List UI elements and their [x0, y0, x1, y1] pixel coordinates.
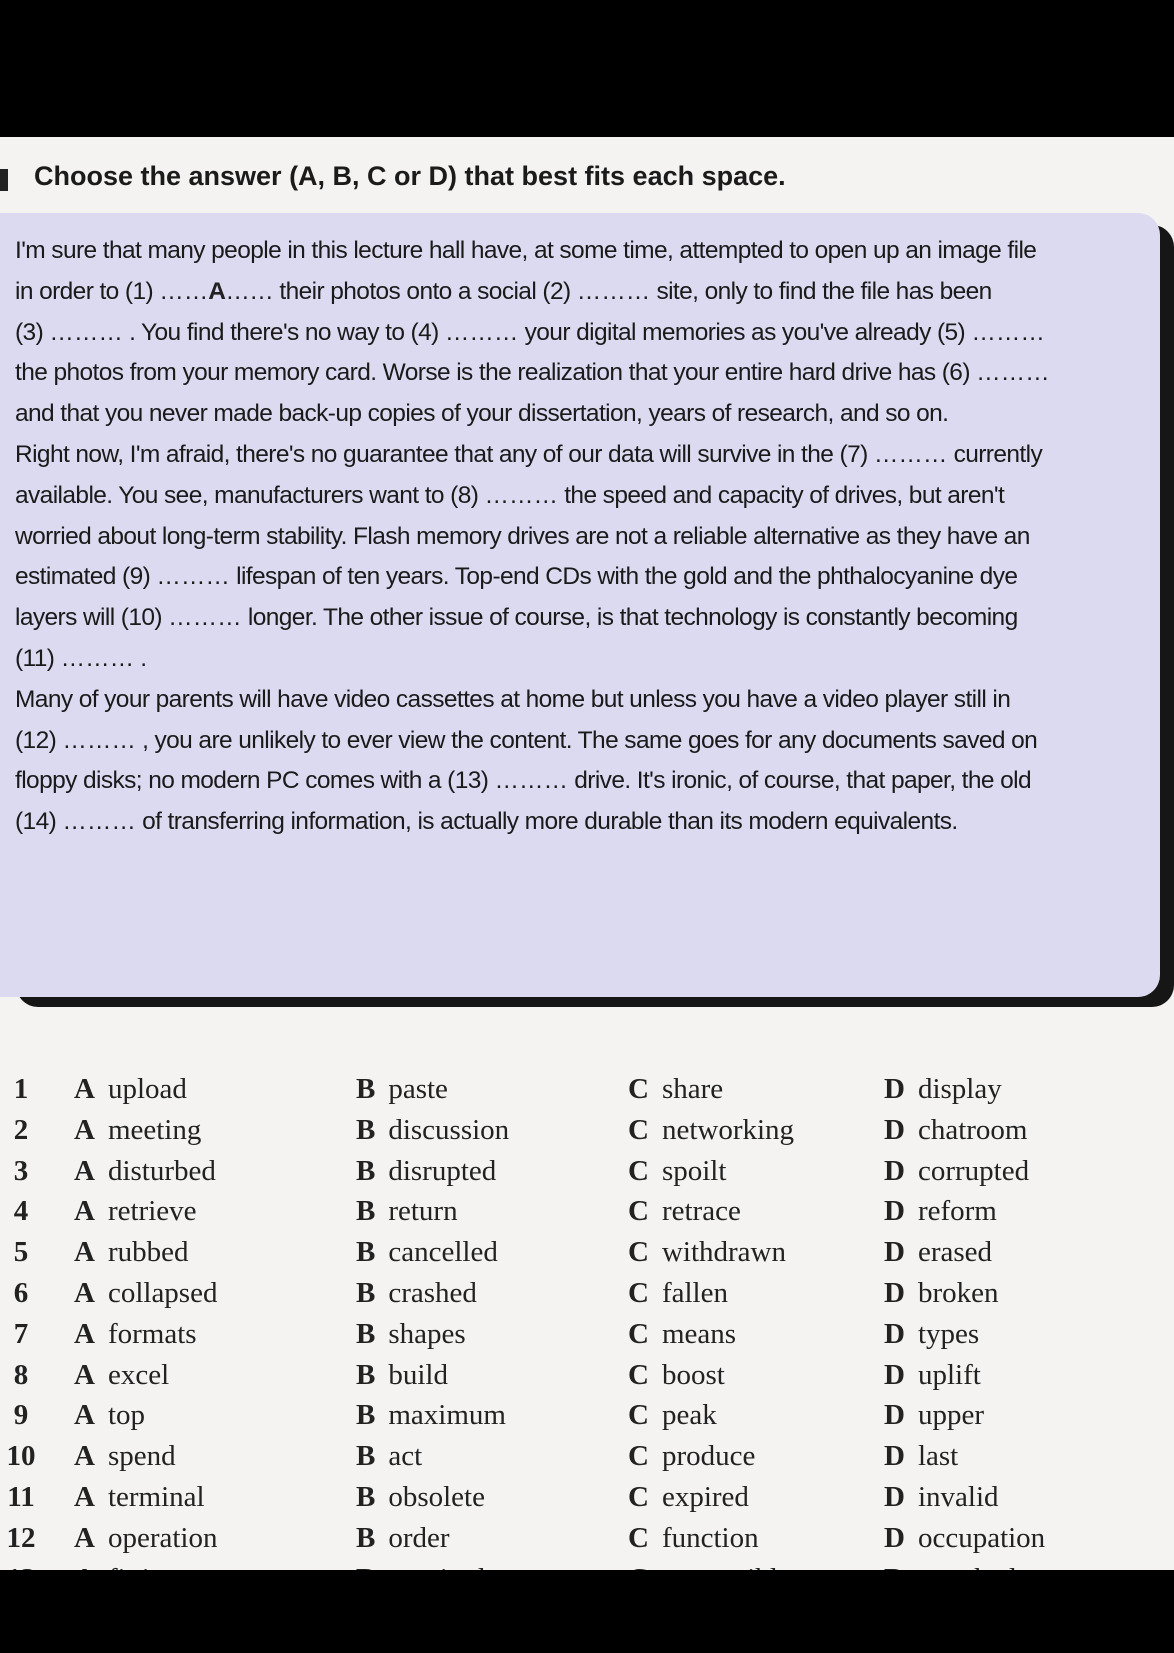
passage-line	[15, 557, 1155, 598]
answer-blank: ………	[62, 808, 136, 836]
question-number: 12	[6, 1521, 36, 1554]
answer-blank: ………	[444, 318, 519, 346]
option-letter: D	[884, 1521, 905, 1554]
worksheet-page	[0, 137, 1174, 1570]
option-row	[0, 1191, 1174, 1232]
passage-text-run: the photos from your memory card. Worse is the realization that your entire hard drive has (6)	[15, 359, 977, 387]
question-number: 9	[13, 1399, 29, 1432]
option-word: shapes	[388, 1317, 466, 1350]
option-d	[884, 1355, 981, 1396]
option-b	[356, 1151, 496, 1192]
option-word: build	[388, 1358, 448, 1391]
question-number: 5	[13, 1236, 29, 1269]
option-letter: C	[628, 1358, 649, 1391]
option-c	[628, 1436, 755, 1477]
option-c	[628, 1518, 759, 1559]
option-d	[884, 1273, 998, 1314]
option-word: fallen	[661, 1276, 728, 1309]
option-letter: B	[356, 1480, 376, 1513]
passage-text-run: in order to (1)	[15, 277, 160, 305]
option-letter: C	[628, 1440, 649, 1473]
option-letter: B	[356, 1440, 376, 1473]
option-word: corrupted	[917, 1154, 1030, 1187]
option-word: crashed	[388, 1276, 477, 1309]
option-word: peak	[661, 1399, 717, 1432]
option-word: maximum	[388, 1399, 506, 1432]
option-letter: C	[628, 1521, 649, 1554]
option-a	[74, 1518, 217, 1559]
option-letter: C	[628, 1276, 649, 1309]
option-c	[628, 1110, 794, 1151]
option-letter: D	[884, 1276, 905, 1309]
option-letter: A	[74, 1113, 95, 1146]
option-word: cancelled	[388, 1236, 498, 1269]
option-c	[628, 1069, 723, 1110]
answer-blank: ………	[494, 767, 569, 795]
option-c	[628, 1355, 725, 1396]
passage-line	[15, 517, 1155, 558]
option-row	[0, 1069, 1174, 1110]
option-row	[0, 1273, 1174, 1314]
passage-text-run: …… their photos onto a social (2)	[225, 277, 577, 305]
option-word: expired	[661, 1480, 749, 1513]
option-letter: B	[356, 1317, 376, 1350]
option-word: act	[388, 1440, 423, 1473]
option-a	[74, 1151, 216, 1192]
answer-options-table	[0, 1069, 1174, 1640]
question-number: 11	[7, 1480, 35, 1513]
passage-line	[15, 680, 1155, 721]
option-letter: C	[628, 1236, 649, 1269]
option-a	[74, 1477, 205, 1518]
passage-text-run: (3)	[15, 318, 50, 346]
option-word: upper	[917, 1399, 984, 1432]
option-row	[0, 1232, 1174, 1273]
option-b	[356, 1273, 477, 1314]
option-letter: A	[74, 1195, 95, 1228]
passage-line	[15, 353, 1155, 394]
option-word: last	[917, 1440, 959, 1473]
passage-text-run: I'm sure that many people in this lecture hall have, at some time, attempted to open up an image file	[15, 237, 1037, 264]
option-word: terminal	[107, 1480, 205, 1513]
answer-blank: ………	[60, 644, 135, 672]
option-word: share	[661, 1073, 724, 1105]
option-letter: A	[74, 1276, 95, 1309]
option-word: display	[917, 1073, 1002, 1105]
option-letter: D	[884, 1399, 905, 1432]
option-letter: A	[74, 1440, 95, 1473]
answer-blank: ………	[971, 318, 1045, 346]
passage-text-run: longer. The other issue of course, is that technology is constantly becoming	[241, 604, 1018, 632]
option-letter: A	[74, 1154, 95, 1187]
passage-text-run: .	[134, 644, 147, 672]
option-d	[884, 1069, 1002, 1110]
option-d	[884, 1518, 1045, 1559]
option-letter: A	[74, 1236, 95, 1269]
passage-text-run: Right now, I'm afraid, there's no guarantee that any of our data will survive in the (7)	[15, 440, 874, 468]
option-word: top	[107, 1399, 146, 1432]
option-b	[356, 1395, 506, 1436]
passage-line	[15, 476, 1155, 517]
option-c	[628, 1314, 736, 1355]
question-number: 10	[6, 1440, 36, 1473]
option-word: chatroom	[917, 1113, 1028, 1146]
option-row	[0, 1436, 1174, 1477]
passage-text-run: drive. It's ironic, of course, that paper, the old	[568, 767, 1032, 795]
option-d	[884, 1191, 997, 1232]
passage-text-run: currently	[947, 440, 1043, 468]
option-word: networking	[661, 1113, 795, 1146]
option-letter: B	[356, 1276, 376, 1309]
option-word: retrace	[661, 1195, 741, 1228]
option-letter: D	[884, 1358, 905, 1391]
option-a	[74, 1069, 187, 1110]
option-word: discussion	[388, 1113, 510, 1146]
bottom-black-bar	[0, 1570, 1174, 1653]
option-word: operation	[107, 1521, 218, 1554]
option-word: reform	[917, 1195, 997, 1228]
passage-text-run: , you are unlikely to ever view the content. The same goes for any documents saved on	[135, 726, 1038, 754]
option-letter: B	[356, 1195, 376, 1228]
option-a	[74, 1191, 197, 1232]
option-d	[884, 1314, 979, 1355]
section-marker	[0, 169, 8, 191]
passage-line	[15, 598, 1155, 639]
option-c	[628, 1232, 786, 1273]
option-c	[628, 1151, 726, 1192]
answer-blank: ………	[873, 440, 948, 468]
passage-text-run: and that you never made back-up copies of your dissertation, years of research, and so on.	[15, 400, 949, 428]
option-word: boost	[661, 1358, 725, 1391]
option-letter: D	[884, 1073, 905, 1105]
option-d	[884, 1232, 992, 1273]
option-letter: D	[884, 1440, 905, 1473]
option-word: paste	[388, 1073, 448, 1105]
option-b	[356, 1110, 509, 1151]
instruction-heading: Choose the answer (A, B, C or D) that best fits each space.	[34, 161, 786, 191]
option-word: withdrawn	[661, 1236, 786, 1269]
option-d	[884, 1151, 1029, 1192]
option-word: return	[388, 1195, 458, 1228]
answer-blank: ………	[576, 277, 651, 305]
option-word: means	[661, 1317, 737, 1350]
option-letter: A	[74, 1358, 95, 1391]
option-letter: D	[884, 1113, 905, 1146]
passage-text-run: estimated (9)	[15, 563, 157, 591]
passage-text-run: the speed and capacity of drives, but aren't	[558, 481, 1005, 509]
passage-text-run: layers will (10)	[15, 604, 169, 632]
option-a	[74, 1273, 217, 1314]
option-b	[356, 1477, 485, 1518]
option-letter: A	[74, 1317, 95, 1350]
option-b	[356, 1518, 450, 1559]
passage-line	[15, 761, 1155, 802]
option-row	[0, 1355, 1174, 1396]
option-a	[74, 1436, 176, 1477]
option-word: excel	[107, 1358, 170, 1391]
option-letter: A	[74, 1480, 95, 1513]
option-word: disrupted	[388, 1154, 497, 1187]
option-b	[356, 1232, 498, 1273]
option-letter: C	[628, 1480, 649, 1513]
passage-text-run: floppy disks; no modern PC comes with a (13)	[15, 767, 495, 795]
option-word: upload	[107, 1073, 187, 1105]
option-row	[0, 1151, 1174, 1192]
question-number: 2	[13, 1113, 29, 1146]
option-a	[74, 1314, 197, 1355]
passage-line	[15, 313, 1155, 354]
passage-line	[15, 435, 1155, 476]
passage-line	[15, 394, 1155, 435]
option-word: retrieve	[107, 1195, 197, 1228]
option-word: produce	[661, 1440, 756, 1473]
option-row	[0, 1110, 1174, 1151]
option-word: broken	[917, 1276, 999, 1309]
option-a	[74, 1232, 188, 1273]
option-letter: C	[628, 1195, 649, 1228]
answer-blank: ……	[159, 277, 209, 305]
option-letter: D	[884, 1317, 905, 1350]
option-word: function	[661, 1521, 759, 1554]
option-letter: D	[884, 1195, 905, 1228]
question-number: 8	[13, 1358, 29, 1391]
option-letter: B	[356, 1358, 376, 1391]
option-d	[884, 1395, 984, 1436]
option-letter: C	[628, 1073, 649, 1105]
top-black-bar	[0, 0, 1174, 137]
option-d	[884, 1110, 1027, 1151]
passage-text-run: available. You see, manufacturers want to (8)	[15, 481, 485, 509]
answer-blank: ………	[156, 563, 230, 591]
option-letter: D	[884, 1154, 905, 1187]
question-number: 3	[13, 1154, 29, 1187]
option-word: uplift	[917, 1358, 981, 1391]
answer-blank: ………	[49, 318, 123, 346]
passage-line	[15, 272, 1155, 313]
option-d	[884, 1436, 958, 1477]
option-word: obsolete	[388, 1480, 485, 1513]
option-word: meeting	[107, 1113, 202, 1146]
option-c	[628, 1477, 749, 1518]
passage-text	[15, 231, 1155, 843]
option-c	[628, 1395, 717, 1436]
option-letter: C	[628, 1154, 649, 1187]
passage-text-run: site, only to find the file has been	[650, 277, 992, 305]
option-row	[0, 1395, 1174, 1436]
option-a	[74, 1395, 145, 1436]
passage-text-run: of transferring information, is actually more durable than its modern equivalents.	[135, 808, 958, 836]
option-letter: A	[74, 1073, 95, 1105]
passage-text-run: your digital memories as you've already (5)	[518, 318, 972, 346]
option-letter: A	[74, 1399, 95, 1432]
passage-text-run: (14)	[15, 808, 63, 836]
question-number: 4	[13, 1195, 29, 1228]
option-word: invalid	[917, 1480, 999, 1513]
option-a	[74, 1110, 201, 1151]
option-word: occupation	[917, 1521, 1046, 1554]
answer-blank: ………	[168, 604, 242, 632]
answer-blank: ………	[484, 481, 558, 509]
option-c	[628, 1191, 741, 1232]
option-word: disturbed	[107, 1154, 216, 1187]
option-row	[0, 1518, 1174, 1559]
option-b	[356, 1355, 448, 1396]
option-letter: B	[356, 1113, 376, 1146]
option-letter: D	[884, 1236, 905, 1269]
passage-text-run: lifespan of ten years. Top-end CDs with the gold and the phthalocyanine dye	[229, 563, 1018, 591]
handwritten-answer: A	[208, 277, 226, 305]
passage-line	[15, 231, 1155, 272]
passage-text-run: worried about long-term stability. Flash memory drives are not a reliable alternative as they have an	[15, 522, 1030, 550]
option-row	[0, 1477, 1174, 1518]
option-word: rubbed	[107, 1236, 189, 1269]
option-letter: C	[628, 1399, 649, 1432]
option-letter: B	[356, 1236, 376, 1269]
option-word: spoilt	[661, 1154, 727, 1187]
option-letter: B	[356, 1073, 376, 1105]
option-word: formats	[107, 1317, 197, 1350]
option-c	[628, 1273, 728, 1314]
answer-blank: ………	[976, 359, 1050, 387]
option-letter: C	[628, 1317, 649, 1350]
answer-blank: ………	[62, 726, 136, 754]
option-d	[884, 1477, 999, 1518]
option-letter: B	[356, 1521, 376, 1554]
question-number: 7	[13, 1317, 29, 1350]
option-row	[0, 1314, 1174, 1355]
passage-text-run: (11)	[15, 644, 61, 672]
option-b	[356, 1314, 466, 1355]
passage-line	[15, 639, 1155, 680]
option-word: collapsed	[107, 1276, 218, 1309]
passage-line	[15, 802, 1155, 843]
passage-text-run: . You find there's no way to (4)	[122, 318, 445, 346]
option-word: order	[388, 1521, 450, 1554]
passage-text-run: Many of your parents will have video cassettes at home but unless you have a video player still in	[15, 685, 1011, 713]
option-b	[356, 1069, 448, 1110]
option-b	[356, 1191, 458, 1232]
option-letter: C	[628, 1113, 649, 1146]
option-letter: D	[884, 1480, 905, 1513]
option-letter: B	[356, 1399, 376, 1432]
question-number: 6	[13, 1276, 29, 1309]
passage-line	[15, 721, 1155, 762]
option-word: types	[917, 1317, 980, 1350]
option-word: spend	[107, 1440, 176, 1473]
option-letter: A	[74, 1521, 95, 1554]
option-word: erased	[917, 1236, 993, 1269]
option-a	[74, 1355, 169, 1396]
option-letter: B	[356, 1154, 376, 1187]
passage-text-run: (12)	[15, 726, 63, 754]
option-b	[356, 1436, 422, 1477]
question-number: 1	[13, 1073, 29, 1105]
